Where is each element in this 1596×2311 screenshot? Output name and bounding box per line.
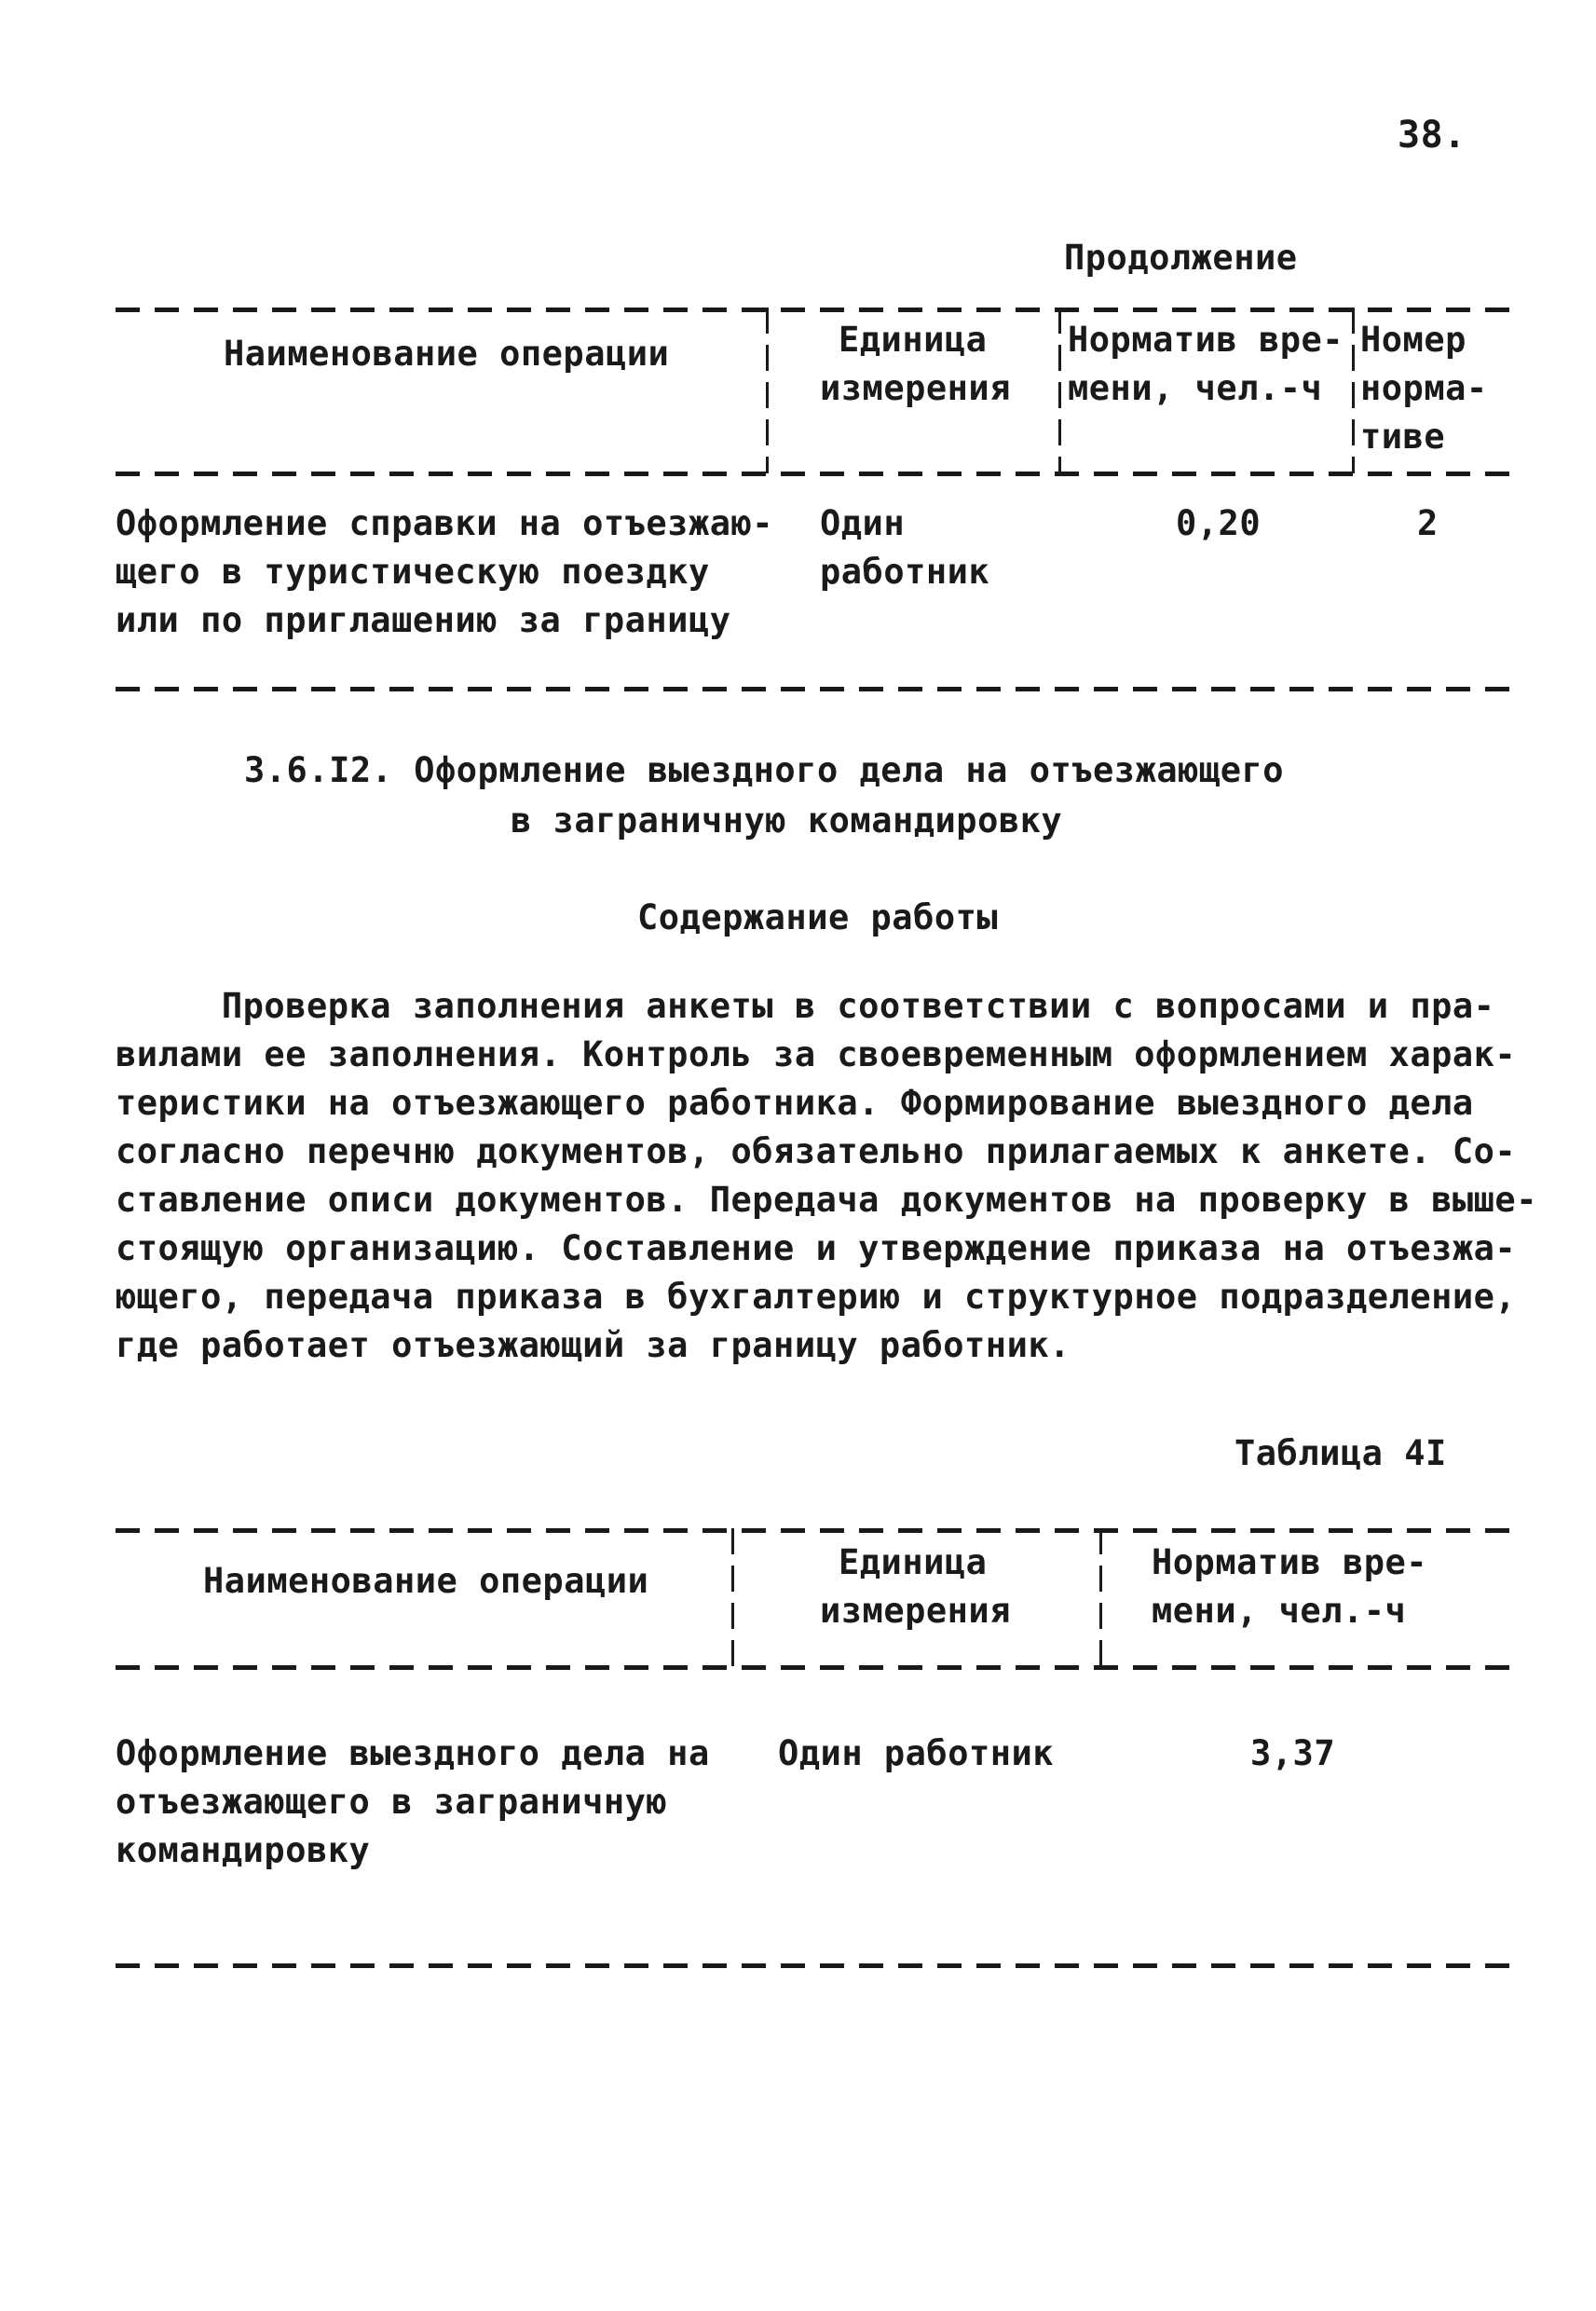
body-line: ставление описи документов. Передача документов на проверку в выше-: [116, 1180, 1537, 1220]
body-line: где работает отъезжающий за границу работник.: [116, 1325, 1071, 1365]
section-heading-1: 3.6.I2. Оформление выездного дела на отъезжающего: [244, 750, 1285, 790]
table-1-header-rule: [116, 472, 1509, 476]
table-1-row-operation-3: или по приглашению за границу: [116, 600, 731, 640]
table-1-header-unit-1: Единица: [839, 320, 988, 360]
page-number: 38.: [1398, 114, 1466, 157]
table-1-row-norm: 0,20: [1176, 503, 1262, 543]
table-2-bottom-rule: [116, 1963, 1509, 1968]
section-subheading: Содержание работы: [637, 897, 999, 937]
table-1-header-norm-2: мени, чел.-ч: [1068, 368, 1323, 408]
body-line: вилами ее заполнения. Контроль за своевременным оформлением харак-: [116, 1034, 1517, 1074]
table-1-row-unit-1: Один: [820, 503, 906, 543]
table-2-header-norm-1: Норматив вре-: [1152, 1542, 1428, 1582]
table-2-header-unit-1: Единица: [839, 1542, 988, 1582]
table-2-row-operation-1: Оформление выездного дела на: [116, 1733, 710, 1773]
table-1-top-rule: [116, 308, 1509, 312]
body-line: теристики на отъезжающего работника. Формирование выездного дела: [116, 1083, 1474, 1123]
table-1-row-operation-2: щего в туристическую поездку: [116, 552, 710, 592]
table-1-header-operation: Наименование операции: [224, 334, 670, 374]
table-1-divider-3: [1352, 308, 1355, 473]
table-1-row-number: 2: [1417, 503, 1439, 543]
body-line: стоящую организацию. Составление и утверждение приказа на отъезжа-: [116, 1228, 1517, 1268]
table-2-top-rule: [116, 1528, 1509, 1533]
table-1-header-unit-2: измерения: [820, 368, 1011, 408]
continuation-label: Продолжение: [1064, 238, 1298, 278]
table-2-header-operation: Наименование операции: [203, 1561, 649, 1601]
table-2-row-unit: Один работник: [778, 1733, 1055, 1773]
section-heading-2: в заграничную командировку: [511, 800, 1063, 841]
table-1-row-unit-2: работник: [820, 552, 990, 592]
table-1-header-number-2: норма-: [1360, 368, 1488, 408]
table-1-divider-1: [766, 308, 769, 473]
body-line: Проверка заполнения анкеты в соответствии с вопросами и пра-: [116, 986, 1495, 1026]
table-2-divider-1: [731, 1528, 734, 1668]
table-1-header-number-1: Номер: [1360, 320, 1466, 360]
body-line: согласно перечню документов, обязательно прилагаемых к анкете. Со-: [116, 1131, 1517, 1171]
table-2-header-norm-2: мени, чел.-ч: [1152, 1591, 1407, 1631]
table-2-row-operation-3: командировку: [116, 1830, 371, 1870]
body-line: ющего, передача приказа в бухгалтерию и структурное подразделение,: [116, 1277, 1517, 1317]
table-2-header-unit-2: измерения: [820, 1591, 1011, 1631]
table-2-row-norm: 3,37: [1250, 1733, 1336, 1773]
table-2-row-operation-2: отъезжающего в заграничную: [116, 1782, 668, 1822]
table-2-header-rule: [116, 1665, 1509, 1670]
table-1-header-number-3: тиве: [1360, 417, 1446, 457]
table-2-caption: Таблица 4I: [1235, 1433, 1447, 1473]
table-1-bottom-rule: [116, 687, 1509, 691]
table-1-divider-2: [1058, 308, 1061, 473]
table-2-divider-2: [1099, 1528, 1102, 1668]
table-1-row-operation-1: Оформление справки на отъезжаю-: [116, 503, 774, 543]
table-1-header-norm-1: Норматив вре-: [1068, 320, 1344, 360]
